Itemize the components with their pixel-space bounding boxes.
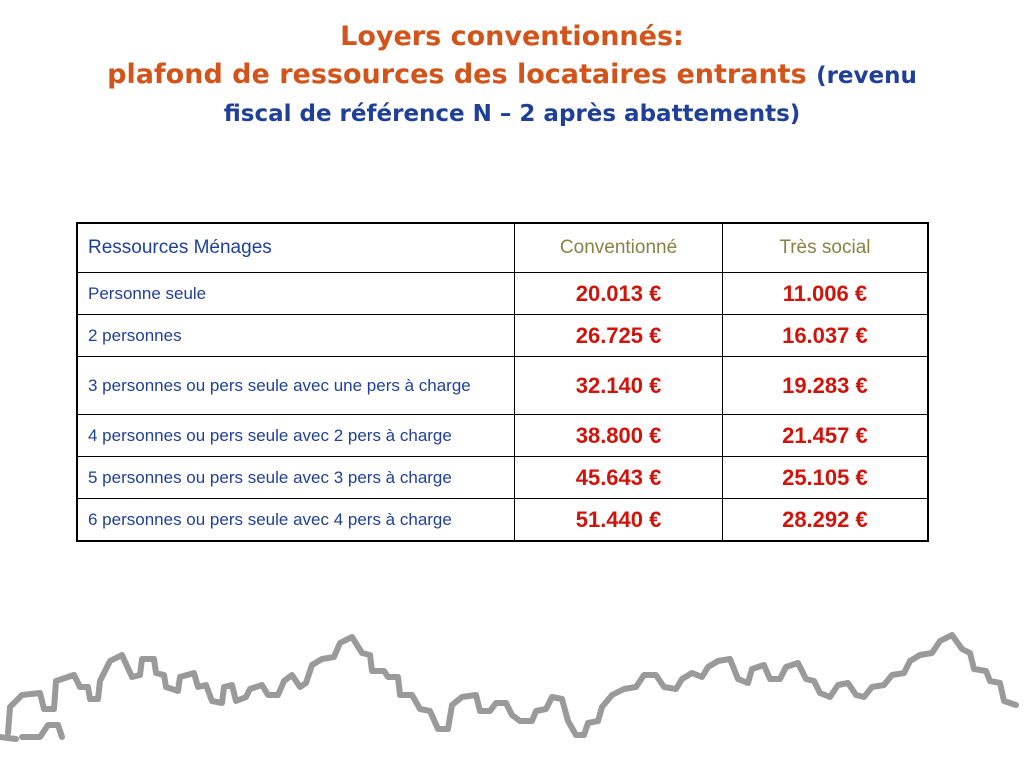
income-ceiling-table [76,222,929,542]
title-line-3: fiscal de référence N – 2 après abattements) [223,101,801,127]
value-conventionne: 51.440 € [515,499,723,542]
value-tres-social: 19.283 € [722,357,928,415]
value-conventionne: 38.800 € [515,415,723,457]
header-ressources-menages: Ressources Ménages [77,223,515,273]
table-row [77,357,928,415]
row-label: 3 personnes ou pers seule avec une pers à charge [77,357,515,415]
title-line-2-suffix: (revenu [816,63,917,89]
title-line-1: Loyers conventionnés: [340,21,684,52]
table-row [77,499,928,542]
value-conventionne: 45.643 € [515,457,723,499]
value-tres-social: 16.037 € [722,315,928,357]
table-row [77,457,928,499]
table-header-row [77,223,928,273]
table-row [77,415,928,457]
value-conventionne: 26.725 € [515,315,723,357]
row-label: 4 personnes ou pers seule avec 2 pers à charge [77,415,515,457]
value-tres-social: 28.292 € [722,499,928,542]
value-conventionne: 20.013 € [515,273,723,315]
value-tres-social: 11.006 € [722,273,928,315]
slide-title [0,18,1024,133]
value-tres-social: 25.105 € [722,457,928,499]
header-conventionne: Conventionné [515,223,723,273]
title-line-2 [0,56,1024,95]
header-tres-social: Très social [722,223,928,273]
row-label: Personne seule [77,273,515,315]
table-row [77,315,928,357]
row-label: 2 personnes [77,315,515,357]
row-label: 6 personnes ou pers seule avec 4 pers à charge [77,499,515,542]
row-label: 5 personnes ou pers seule avec 3 pers à charge [77,457,515,499]
table-row [77,273,928,315]
town-skyline-decoration [0,625,1024,755]
title-line-2-main: plafond de ressources des locataires entrants [107,59,807,90]
value-conventionne: 32.140 € [515,357,723,415]
value-tres-social: 21.457 € [722,415,928,457]
